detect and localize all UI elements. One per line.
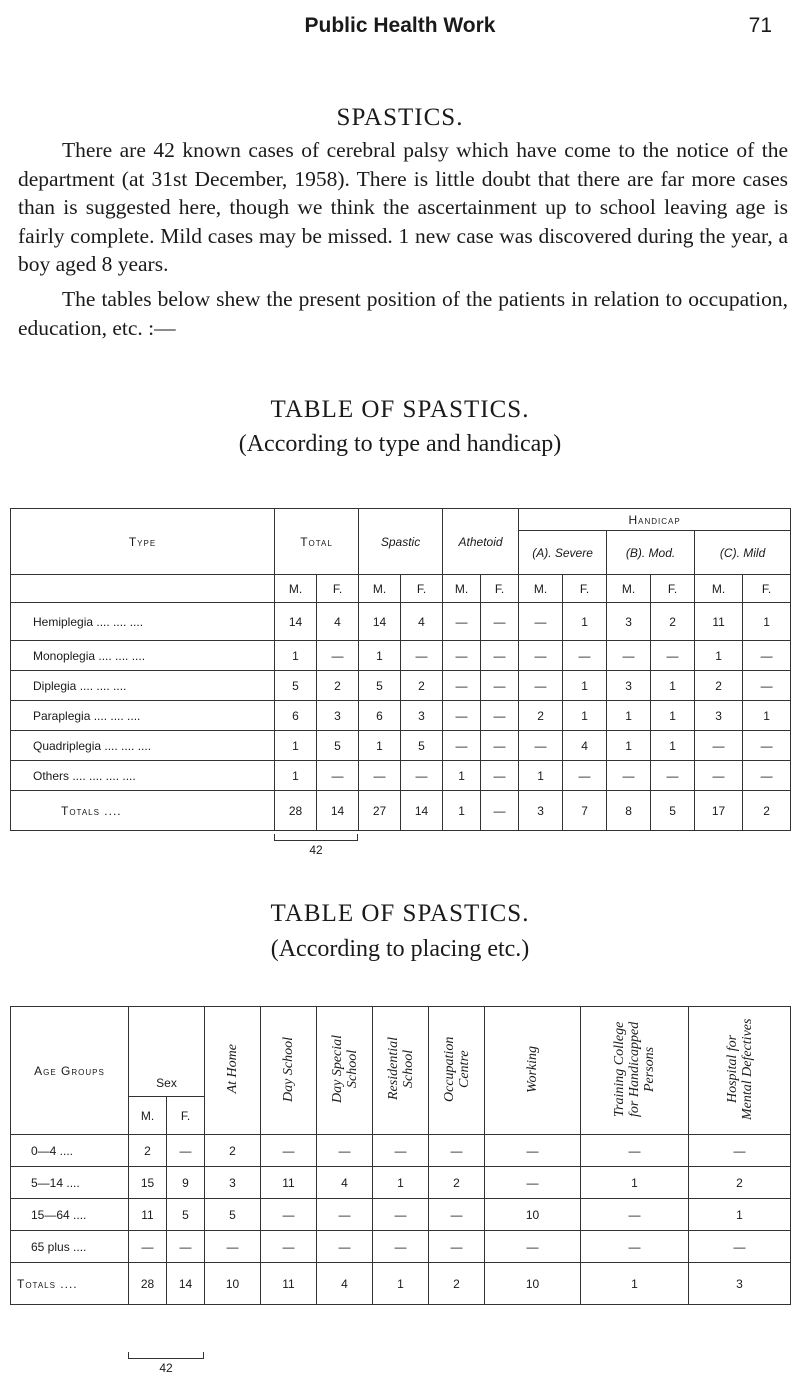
row-label: Diplegia .... .... .... <box>11 671 275 701</box>
cell: — <box>443 701 481 731</box>
cell: 28 <box>275 791 317 831</box>
cell: 6 <box>359 701 401 731</box>
table-placing <box>10 1006 791 1305</box>
cell: 5 <box>651 791 695 831</box>
cell: 11 <box>129 1199 167 1231</box>
cell: — <box>743 641 791 671</box>
cell: — <box>519 641 563 671</box>
cell: 1 <box>743 701 791 731</box>
cell: — <box>689 1231 791 1263</box>
col-training-college: Training College for Handicapped Persons <box>612 1021 657 1117</box>
cell: 1 <box>695 641 743 671</box>
col-sex: Sex <box>129 1007 205 1097</box>
section-heading: SPASTICS. <box>336 104 464 131</box>
cell: 15 <box>129 1167 167 1199</box>
cell: 1 <box>581 1167 689 1199</box>
row-label: Paraplegia .... .... .... <box>11 701 275 731</box>
cell: 4 <box>317 603 359 641</box>
cell: 1 <box>443 791 481 831</box>
cell: — <box>167 1135 205 1167</box>
cell: 3 <box>519 791 563 831</box>
table-row <box>11 1167 791 1199</box>
cell: 8 <box>607 791 651 831</box>
cell: — <box>205 1231 261 1263</box>
table-type-handicap <box>10 508 791 831</box>
cell: — <box>481 641 519 671</box>
cell: — <box>443 603 481 641</box>
cell: 4 <box>563 731 607 761</box>
cell: — <box>689 1135 791 1167</box>
cell: 1 <box>275 761 317 791</box>
cell: 5 <box>401 731 443 761</box>
cell: — <box>481 671 519 701</box>
cell: 1 <box>275 731 317 761</box>
col-day-special-school: Day Special School <box>329 1034 360 1104</box>
cell: — <box>359 761 401 791</box>
cell: — <box>563 761 607 791</box>
col-total: Total <box>275 509 359 575</box>
cell: 1 <box>275 641 317 671</box>
col-working: Working <box>525 1045 540 1093</box>
row-label: 15—64 .... <box>11 1199 129 1231</box>
cell: 1 <box>581 1263 689 1305</box>
cell: — <box>317 641 359 671</box>
cell: — <box>261 1135 317 1167</box>
col-severe: (A). Severe <box>519 531 607 575</box>
table-row <box>11 603 791 641</box>
cell: — <box>485 1231 581 1263</box>
cell: 2 <box>129 1135 167 1167</box>
cell: 3 <box>607 671 651 701</box>
cell: 17 <box>695 791 743 831</box>
cell: — <box>261 1231 317 1263</box>
tables-intro-paragraph: The tables below shew the present position of the patients in relation to occupation, education, etc. :— <box>18 287 788 340</box>
cell: 6 <box>275 701 317 731</box>
cell: — <box>519 671 563 701</box>
cell: — <box>581 1231 689 1263</box>
cell: — <box>373 1199 429 1231</box>
cell: — <box>373 1135 429 1167</box>
cell: 1 <box>563 701 607 731</box>
cell: 2 <box>205 1135 261 1167</box>
row-label: Others .... .... .... .... <box>11 761 275 791</box>
cell: 2 <box>519 701 563 731</box>
grand-total-value: 42 <box>159 1361 173 1375</box>
page-number: 71 <box>748 14 772 37</box>
cell: — <box>401 641 443 671</box>
cell: 1 <box>359 641 401 671</box>
sub-f: F. <box>167 1097 205 1135</box>
cell: 1 <box>689 1199 791 1231</box>
cell: — <box>485 1167 581 1199</box>
cell: 14 <box>275 603 317 641</box>
cell: 3 <box>607 603 651 641</box>
table-row <box>11 671 791 701</box>
cell: 1 <box>519 761 563 791</box>
cell: — <box>695 731 743 761</box>
cell: 1 <box>373 1167 429 1199</box>
cell: 3 <box>695 701 743 731</box>
col-handicap: Handicap <box>519 509 791 531</box>
cell: 27 <box>359 791 401 831</box>
table-row <box>11 1199 791 1231</box>
cell: 10 <box>485 1199 581 1231</box>
table-row <box>11 1135 791 1167</box>
col-at-home: At Home <box>225 1044 240 1094</box>
cell: 14 <box>359 603 401 641</box>
cell: 14 <box>167 1263 205 1305</box>
col-residential-school: Residential School <box>385 1037 416 1101</box>
table1-subtitle: (According to type and handicap) <box>238 431 562 457</box>
sub-m: M. <box>519 575 563 603</box>
cell: — <box>443 671 481 701</box>
cell: 11 <box>695 603 743 641</box>
cell: — <box>481 791 519 831</box>
cell: 7 <box>563 791 607 831</box>
cell: — <box>401 761 443 791</box>
running-title: Public Health Work <box>304 14 496 37</box>
cell: 2 <box>429 1263 485 1305</box>
sub-f: F. <box>651 575 695 603</box>
cell: 14 <box>401 791 443 831</box>
sub-f: F. <box>401 575 443 603</box>
cell: — <box>373 1231 429 1263</box>
cell: 1 <box>563 603 607 641</box>
cell: — <box>607 641 651 671</box>
cell: 2 <box>401 671 443 701</box>
cell: 10 <box>205 1263 261 1305</box>
cell: — <box>581 1199 689 1231</box>
cell: 5 <box>317 731 359 761</box>
cell: 1 <box>743 603 791 641</box>
cell: — <box>481 761 519 791</box>
table2-title: TABLE OF SPASTICS. <box>270 900 530 927</box>
cell: — <box>443 731 481 761</box>
cell: — <box>519 603 563 641</box>
totals-row <box>11 791 791 831</box>
sub-m: M. <box>275 575 317 603</box>
cell: — <box>317 1231 373 1263</box>
page-header <box>0 8 800 44</box>
cell: — <box>695 761 743 791</box>
totals-label: Totals .... <box>11 791 275 831</box>
table-row <box>11 731 791 761</box>
col-athetoid: Athetoid <box>443 509 519 575</box>
table-row <box>11 641 791 671</box>
cell: — <box>429 1199 485 1231</box>
totals-label: Totals .... <box>11 1263 129 1305</box>
cell: 11 <box>261 1263 317 1305</box>
cell: — <box>167 1231 205 1263</box>
cell: 2 <box>695 671 743 701</box>
cell: 1 <box>359 731 401 761</box>
col-mild: (C). Mild <box>695 531 791 575</box>
col-type: Type <box>11 509 275 575</box>
cell: 2 <box>743 791 791 831</box>
cell: 9 <box>167 1167 205 1199</box>
cell: 1 <box>373 1263 429 1305</box>
cell: — <box>651 641 695 671</box>
cell: — <box>129 1231 167 1263</box>
intro-paragraph: There are 42 known cases of cerebral palsy which have come to the notice of the department (at 31st December, 1958). There is little doubt that there are far more cases than is suggested here, though we think the ascertainment up to school leaving age is fairly complete. Mild cases may be missed. 1 new case was discovered during the year, a boy aged 8 years. <box>18 138 788 276</box>
row-label: 0—4 .... <box>11 1135 129 1167</box>
table1-grand-total <box>274 834 358 857</box>
cell: 1 <box>443 761 481 791</box>
brace-line <box>128 1352 204 1359</box>
cell: — <box>317 1199 373 1231</box>
row-label: 5—14 .... <box>11 1167 129 1199</box>
row-label: 65 plus .... <box>11 1231 129 1263</box>
cell: — <box>743 731 791 761</box>
sub-m: M. <box>443 575 481 603</box>
table-row <box>11 1231 791 1263</box>
sub-f: F. <box>481 575 519 603</box>
cell: — <box>317 1135 373 1167</box>
cell: — <box>481 701 519 731</box>
cell: — <box>743 671 791 701</box>
row-label: Quadriplegia .... .... .... <box>11 731 275 761</box>
cell: 5 <box>275 671 317 701</box>
cell: — <box>651 761 695 791</box>
cell: 10 <box>485 1263 581 1305</box>
cell: 1 <box>607 701 651 731</box>
cell: 4 <box>317 1167 373 1199</box>
totals-row <box>11 1263 791 1305</box>
cell: 3 <box>401 701 443 731</box>
brace-line <box>274 834 358 841</box>
table-row <box>11 701 791 731</box>
table2-subtitle: (According to placing etc.) <box>270 936 530 962</box>
cell: 2 <box>651 603 695 641</box>
sub-f: F. <box>743 575 791 603</box>
cell: 4 <box>401 603 443 641</box>
cell: — <box>429 1135 485 1167</box>
cell: 2 <box>429 1167 485 1199</box>
col-day-school: Day School <box>281 1036 296 1102</box>
cell: 5 <box>167 1199 205 1231</box>
cell: — <box>581 1135 689 1167</box>
table-row <box>11 761 791 791</box>
row-label: Monoplegia .... .... .... <box>11 641 275 671</box>
row-label: Hemiplegia .... .... .... <box>11 603 275 641</box>
cell: 2 <box>689 1167 791 1199</box>
cell: 4 <box>317 1263 373 1305</box>
table1-title: TABLE OF SPASTICS. <box>270 396 530 423</box>
cell: 3 <box>689 1263 791 1305</box>
col-hospital-mental-defectives: Hospital for Mental Defectives <box>724 1018 755 1120</box>
cell: — <box>261 1199 317 1231</box>
cell: — <box>481 731 519 761</box>
sub-f: F. <box>563 575 607 603</box>
sub-f: F. <box>317 575 359 603</box>
cell: 1 <box>651 731 695 761</box>
cell: 3 <box>205 1167 261 1199</box>
sub-m: M. <box>607 575 651 603</box>
sub-m: M. <box>695 575 743 603</box>
grand-total-value: 42 <box>309 843 323 857</box>
cell: 1 <box>651 671 695 701</box>
cell: — <box>563 641 607 671</box>
cell: — <box>443 641 481 671</box>
cell: — <box>607 761 651 791</box>
cell: — <box>743 761 791 791</box>
cell: 28 <box>129 1263 167 1305</box>
cell: 5 <box>205 1199 261 1231</box>
cell: — <box>519 731 563 761</box>
cell: 1 <box>651 701 695 731</box>
sub-m: M. <box>359 575 401 603</box>
sub-m: M. <box>129 1097 167 1135</box>
cell: — <box>317 761 359 791</box>
cell: — <box>481 603 519 641</box>
col-occupation-centre: Occupation Centre <box>441 1036 472 1102</box>
table1-subheader-row <box>11 575 791 603</box>
table2-grand-total <box>128 1352 204 1375</box>
cell: 5 <box>359 671 401 701</box>
cell: 2 <box>317 671 359 701</box>
cell: — <box>485 1135 581 1167</box>
col-spastic: Spastic <box>359 509 443 575</box>
cell: 14 <box>317 791 359 831</box>
cell: 11 <box>261 1167 317 1199</box>
cell: 3 <box>317 701 359 731</box>
cell: — <box>429 1231 485 1263</box>
col-age-groups: Age Groups <box>11 1007 129 1135</box>
cell: 1 <box>563 671 607 701</box>
cell: 1 <box>607 731 651 761</box>
col-moderate: (B). Mod. <box>607 531 695 575</box>
